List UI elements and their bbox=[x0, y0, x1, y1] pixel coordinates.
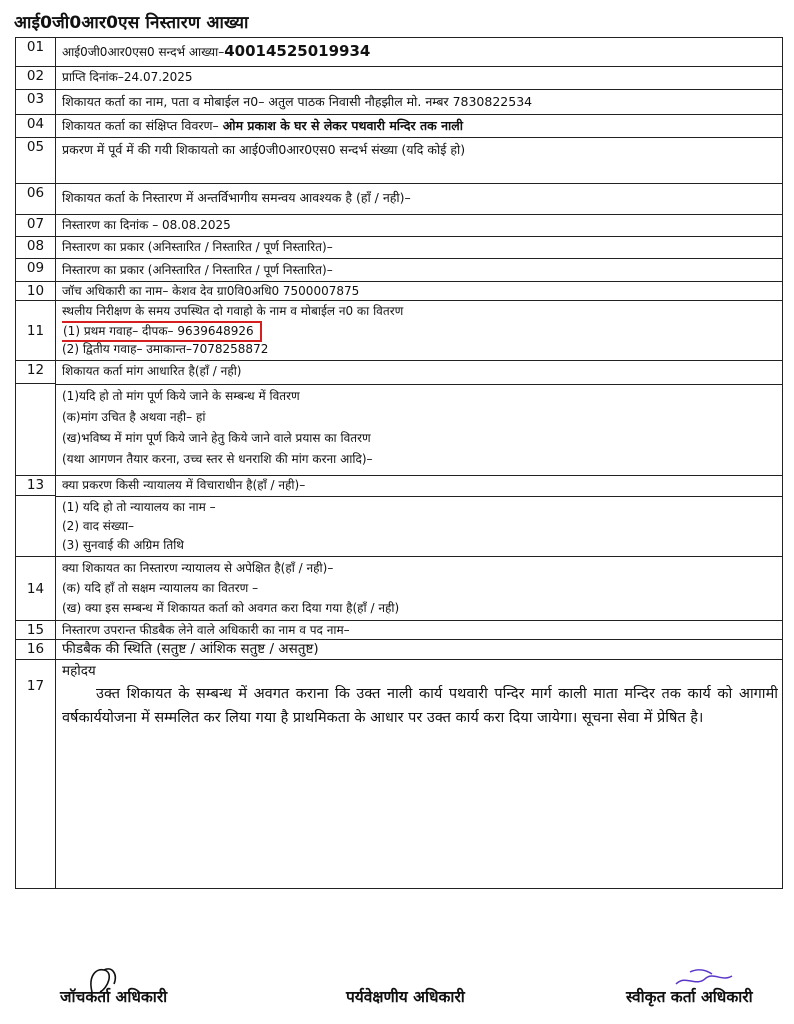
row-number: 17 bbox=[16, 660, 56, 888]
row-number: 11 bbox=[16, 301, 56, 360]
row-number: 10 bbox=[16, 282, 56, 300]
row-number: 09 bbox=[16, 259, 56, 281]
disposal-type-repeat: निस्तारण का प्रकार (अनिस्तारित / निस्तारित / पूर्ण निस्तारित)– bbox=[62, 263, 333, 277]
row-number: 16 bbox=[16, 640, 56, 659]
row-number: 05 bbox=[16, 138, 56, 183]
supervisor-signature-label: पर्यवेक्षणीय अधिकारी bbox=[346, 988, 465, 1006]
next-hearing-date: (3) सुनवाई की अग्रिम तिथि bbox=[62, 538, 184, 552]
feedback-status: फीडबैक की स्थिति (सतुष्ट / आंशिक सतुष्ट / असतुष्ट) bbox=[62, 641, 319, 657]
row-number: 14 bbox=[16, 557, 56, 620]
row-12 bbox=[16, 361, 782, 476]
interdepartmental-coordination: शिकायत कर्ता के निस्तारण में अन्तर्विभागीय समन्वय आवश्यक है (हॉं / नही)– bbox=[62, 190, 411, 205]
summary-value: ओम प्रकाश के घर से लेकर पथवारी मन्दिर तक नाली bbox=[222, 118, 463, 133]
row-03 bbox=[16, 90, 782, 115]
salutation: महोदय bbox=[62, 663, 96, 679]
demand-line-2: (क)मांग उचित है अथवा नही– हां bbox=[62, 410, 206, 424]
court-pending: क्या प्रकरण किसी न्यायालय में विचाराधीन है(हॉं / नही)– bbox=[62, 478, 306, 492]
complainant-informed: (ख) क्या इस सम्बन्ध में शिकायत कर्ता को अवगत करा दिया गया है(हॉं / नही) bbox=[62, 601, 400, 615]
row-number: 01 bbox=[16, 38, 56, 66]
row-13 bbox=[16, 476, 782, 557]
first-witness-highlighted: (1) प्रथम गवाह– दीपक– 9639648926 bbox=[62, 321, 262, 342]
row-09 bbox=[16, 259, 782, 282]
row-10 bbox=[16, 282, 782, 301]
row-11 bbox=[16, 301, 782, 361]
row-number: 02 bbox=[16, 67, 56, 89]
document-title: आई0जी0आर0एस निस्तारण आख्या bbox=[14, 13, 249, 33]
row-05 bbox=[16, 138, 782, 184]
receipt-date: प्राप्ति दिनांक–24.07.2025 bbox=[62, 70, 193, 84]
demand-line-3: (ख)भविष्य में मांग पूर्ण किये जाने हेतु किये जाने वाले प्रयास का वितरण bbox=[62, 431, 371, 445]
row-02 bbox=[16, 67, 782, 90]
disposal-type: निस्तारण का प्रकार (अनिस्तारित / निस्तारित / पूर्ण निस्तारित)– bbox=[62, 240, 333, 254]
row-number: 06 bbox=[16, 184, 56, 214]
disposal-report-form bbox=[15, 37, 783, 889]
row-number: 13 bbox=[16, 476, 56, 496]
demand-line-4: (यथा आगणन तैयार करना, उच्च स्तर से धनराशि की मांग करना आदि)– bbox=[62, 452, 373, 466]
investigating-officer: जॉच अधिकारी का नाम– केशव देव ग्रा0वि0अधि0 7500007875 bbox=[62, 284, 360, 298]
row-01 bbox=[16, 38, 782, 67]
feedback-officer: निस्तारण उपरान्त फीडबैक लेने वाले अधिकारी का नाम व पद नाम– bbox=[62, 623, 350, 637]
complainant-details: शिकायत कर्ता का नाम, पता व मोबाईल न0– अतुल पाठक निवासी नौहझील मो. नम्बर 7830822534 bbox=[62, 94, 533, 109]
demand-based: शिकायत कर्ता मांग आधारित है(हॉं / नही) bbox=[62, 364, 242, 378]
demand-line-1: (1)यदि हो तो मांग पूर्ण किये जाने के सम्बन्ध में वितरण bbox=[62, 389, 300, 403]
disposal-date: निस्तारण का दिनांक – 08.08.2025 bbox=[62, 218, 231, 232]
row-number: 08 bbox=[16, 237, 56, 258]
row-06 bbox=[16, 184, 782, 215]
row-07 bbox=[16, 215, 782, 237]
witness-heading: स्थलीय निरीक्षण के समय उपस्थित दो गवाहो के नाम व मोबाईल न0 का वितरण bbox=[62, 304, 404, 318]
summary-label: शिकायत कर्ता का संक्षिप्त विवरण– bbox=[62, 118, 219, 133]
remarks-paragraph: उक्त शिकायत के सम्बन्ध में अवगत कराना कि उक्त नाली कार्य पथवारी पन्दिर मार्ग काली माता मन्दिर तक कार्य को आगामी वर्षकार्ययोजना में सम्मलित कर लिया गया है प्राथमिकता के आधार पर उक्त कार्य करा दिया जायेगा। सूचना सेवा में प्रेषित है। bbox=[62, 686, 778, 726]
reference-number: 40014525019934 bbox=[224, 43, 371, 60]
reference-label: आई0जी0आर0एस0 सन्दर्भ आख्या– bbox=[62, 45, 225, 59]
approver-signature-label: स्वीकृत कर्ता अधिकारी bbox=[626, 988, 753, 1006]
case-number: (2) वाद संख्या– bbox=[62, 519, 134, 533]
row-15 bbox=[16, 621, 782, 640]
second-witness: (2) द्वितीय गवाह– उमाकान्त–7078258872 bbox=[62, 342, 269, 356]
row-number: 07 bbox=[16, 215, 56, 236]
row-16 bbox=[16, 640, 782, 660]
row-14 bbox=[16, 557, 782, 621]
court-resolution-expected: क्या शिकायत का निस्तारण न्यायालय से अपेक्षित है(हॉं / नही)– bbox=[62, 561, 334, 575]
row-04 bbox=[16, 115, 782, 138]
row-number: 15 bbox=[16, 621, 56, 639]
court-name: (1) यदि हो तो न्यायालय का नाम – bbox=[62, 500, 216, 514]
competent-court: (क) यदि हॉं तो सक्षम न्यायालय का वितरण – bbox=[62, 581, 259, 595]
investigator-signature-label: जॉचकर्ता अधिकारी bbox=[60, 988, 168, 1006]
row-number: 04 bbox=[16, 115, 56, 137]
row-number: 03 bbox=[16, 90, 56, 114]
row-17 bbox=[16, 660, 782, 888]
row-08 bbox=[16, 237, 782, 259]
row-number: 12 bbox=[16, 361, 56, 384]
previous-complaints: प्रकरण में पूर्व में की गयी शिकायतो का आई0जी0आर0एस0 सन्दर्भ संख्या (यदि कोई हो) bbox=[62, 142, 466, 157]
